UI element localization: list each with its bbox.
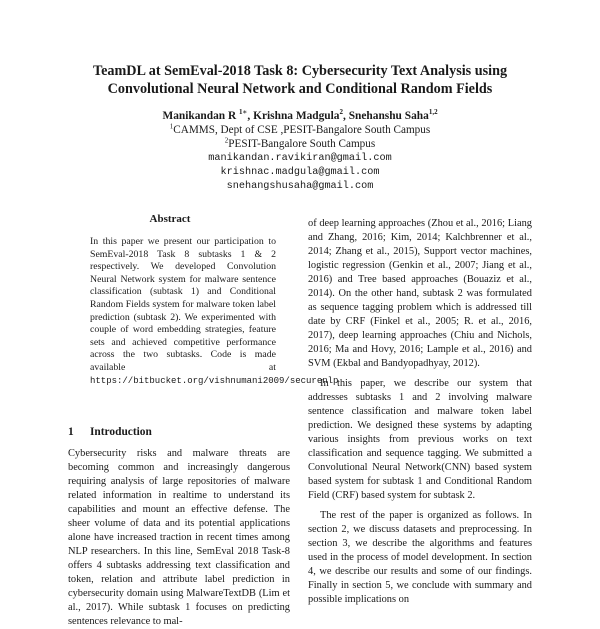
section-heading bbox=[68, 426, 268, 438]
affiliation-mark: 2 bbox=[224, 136, 229, 145]
author-list: Manikandan R $^{1∗}$, Krishna Madgula$^2$, Snehanshu Saha$^{1,2}$ bbox=[162, 108, 438, 122]
affiliation-mark: 1 bbox=[169, 122, 174, 131]
right-column bbox=[308, 217, 532, 607]
abstract-body bbox=[90, 236, 339, 387]
abstract-heading: Abstract bbox=[149, 213, 191, 225]
author-affiliation-mark: 1∗ bbox=[239, 108, 248, 117]
paper-title bbox=[60, 62, 540, 98]
paragraph: of deep learning approaches (Zhou et al., 2016; Liang and Zhang, 2016; Kim, 2014; Kalchbrenner et al., 2014; Zhang et al., 2015), Support vector machines, logistic regression (Genkin et al., 2007; Jiang et al., 2016) and Tree based approaches (Bouaziz et al., 2014). On the other hand, subtask 2 was formulated as sequence tagging problem which is addressed till date by CRF (Finkel et al., 2005; R. et al., 2016, 2017), deep learning approaches (Chiu and Nichols, 2016; Ma and Hovy, 2016; Lample et al., 2016) and SVM (Ekbal and Bandyopadhyay, 2012). bbox=[308, 218, 532, 369]
author-email[interactable]: krishnac.madgula@gmail.com bbox=[220, 167, 380, 178]
author-affiliation-mark: 2 bbox=[339, 108, 343, 117]
title-line-2: Convolutional Neural Network and Conditional Random Fields bbox=[107, 81, 493, 97]
affiliation-text: PESIT-Bangalore South Campus bbox=[228, 138, 376, 150]
affiliation-1 bbox=[60, 123, 540, 137]
section-title: Introduction bbox=[90, 426, 152, 438]
author-name: Manikandan R bbox=[162, 110, 237, 122]
author-name: Snehanshu Saha bbox=[348, 110, 429, 122]
abstract-text: In this paper we present our participation to SemEval-2018 Task 8 subtasks 1 & 2 respectively. We developed Convolution Neural Network system for malware sentence classification (subtask 1) and Conditional Random Fields system for malware token label prediction (subtask 2). We experimented with couple of word embedding strategies, feature sets and achieved competitive performance across the two subtasks. Code is made available at bbox=[90, 236, 276, 373]
introduction-text: Cybersecurity risks and malware threats are becoming common and increasingly dangerous requiring analysis of large repositories of malware related information in realtime to understand its capabilities and mount an effective defense. The sheer volume of data and its potential applications alone have increased traction in recent times among NLP researchers. In this line, SemEval 2018 Task-8 offers 4 subtasks addressing text classification and token, relation and attribute label prediction in cybersecurity domain using MalwareTextDB (Lim et al., 2017). While subtask 1 focuses on predicting sentences relevance to mal- bbox=[68, 448, 290, 627]
author-email[interactable]: manikandan.ravikiran@gmail.com bbox=[208, 153, 392, 164]
title-line-1: TeamDL at SemEval-2018 Task 8: Cybersecurity Text Analysis using bbox=[92, 63, 508, 79]
author-affiliation-mark: 1,2 bbox=[428, 108, 438, 117]
author-name: Krishna Madgula bbox=[253, 110, 340, 122]
author-email[interactable]: snehangshusaha@gmail.com bbox=[226, 181, 374, 192]
section-number: 1 bbox=[68, 426, 74, 438]
affiliation-text: CAMMS, Dept of CSE ,PESIT-Bangalore South Campus bbox=[173, 124, 431, 136]
paragraph: The rest of the paper is organized as follows. In section 2, we discuss datasets and preprocessing. In section 3, we describe the algorithms and features used in the process of model development. In section 4, we describe our results and some of our findings. Finally in section 5, we conclude with summary and possible implications on bbox=[308, 510, 532, 605]
affiliation-2 bbox=[60, 137, 540, 151]
code-link[interactable]: https://bitbucket.org/vishnumani2009/securenlp bbox=[90, 375, 339, 386]
paragraph: In this paper, we describe our system that addresses subtasks 1 and 2 involving malware sentence classification and malware token label prediction. We designed these systems by adapting various insights from previous works on text classification and sequence tagging. We submitted a Convolutional Neural Network(CNN) based system based system for subtask 1 and Conditional Random Field (CRF) based system for subtask 2. bbox=[308, 378, 532, 501]
